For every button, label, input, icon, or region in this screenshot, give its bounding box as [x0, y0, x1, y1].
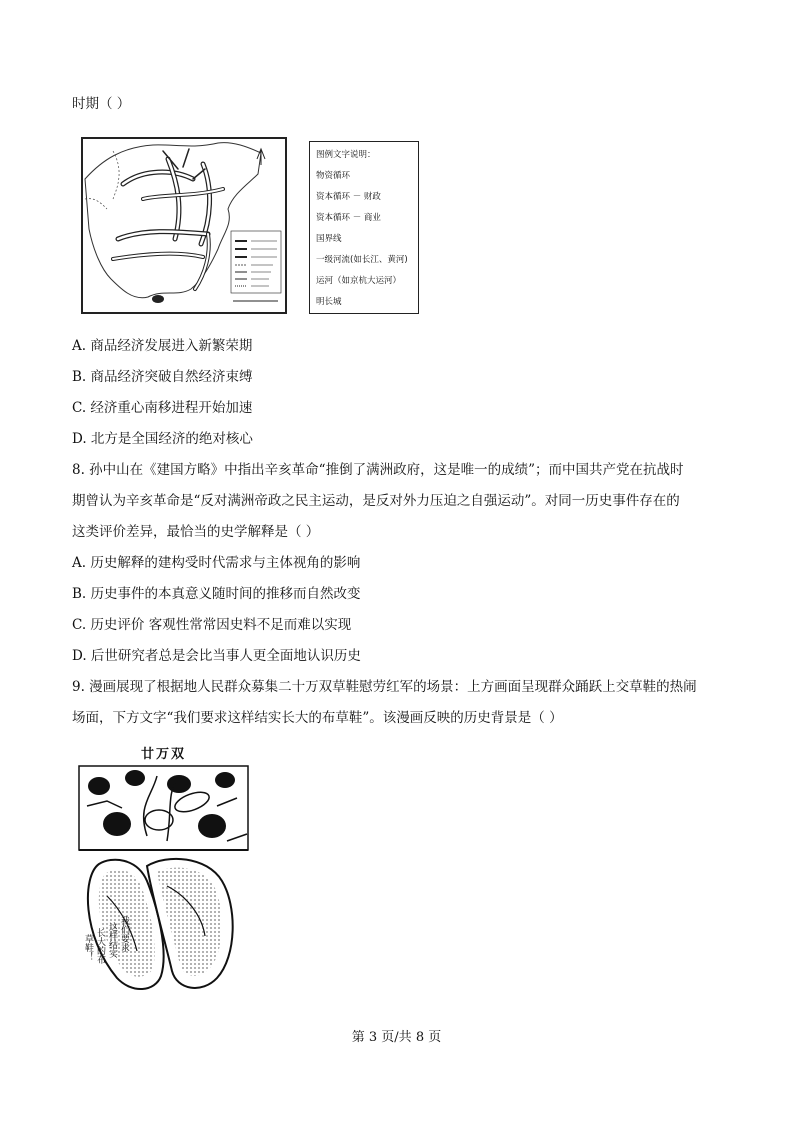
- q8-option-d[interactable]: D. 后世研究者总是会比当事人更全面地认识历史: [72, 648, 361, 664]
- q9-stem-line-2: 场面，下方文字“我们要求这样结实长大的布草鞋”。该漫画反映的历史背景是（ ）: [72, 710, 563, 726]
- q8-option-a[interactable]: A. 历史解释的建构受时代需求与主体视角的影响: [72, 555, 361, 571]
- cartoon-title: 廿万双: [140, 747, 186, 762]
- q9-stem-line-1: 9. 漫画展现了根据地人民群众募集二十万双草鞋慰劳红军的场景：上方画面呈现群众踊跃上交草鞋的热闹: [72, 679, 697, 695]
- q8-option-b[interactable]: B. 历史事件的本真意义随时间的推移而自然改变: [72, 586, 361, 602]
- legend-item: 国界线: [316, 234, 342, 244]
- q7-option-d[interactable]: D. 北方是全国经济的绝对核心: [72, 431, 253, 447]
- q8-stem-line-1: 8. 孙中山在《建国方略》中指出辛亥革命“推倒了满洲政府，这是唯一的成绩”；而中国共产党在抗战时: [72, 462, 684, 478]
- legend-item: 明长城: [316, 297, 342, 307]
- legend-item: 一级河流(如长江、黄河): [316, 255, 408, 265]
- cartoon-caption-2: 长大的布: [95, 928, 105, 964]
- legend-item: 资本循环 － 商业: [316, 213, 381, 223]
- legend-item: 资本循环 － 财政: [316, 192, 381, 202]
- straw-sandal-cartoon: [77, 746, 250, 998]
- q7-option-b[interactable]: B. 商品经济突破自然经济束缚: [72, 369, 253, 385]
- q8-stem-line-2: 期曾认为辛亥革命是“反对满洲帝政之民主运动，是反对外力压迫之自强运动”。对同一历史事件存在的: [72, 493, 680, 509]
- map-drawing: [83, 139, 285, 312]
- cartoon-caption-1: 草鞋！: [83, 934, 93, 961]
- economic-circulation-map: [81, 137, 287, 314]
- legend-title: 图例文字说明：: [316, 150, 376, 160]
- legend-item: 运河（如京杭大运河）: [316, 276, 402, 286]
- page-footer: 第 3 页/共 8 页: [351, 1030, 442, 1045]
- q8-option-c[interactable]: C. 历史评价 客观性常常因史料不足而难以实现: [72, 617, 352, 633]
- cartoon-caption-4: 我们要求: [119, 916, 129, 952]
- q7-option-c[interactable]: C. 经济重心南移进程开始加速: [72, 400, 253, 416]
- q7-option-a[interactable]: A. 商品经济发展进入新繁荣期: [72, 338, 253, 354]
- q8-stem-line-3: 这类评价差异，最恰当的史学解释是（ ）: [72, 524, 320, 540]
- q7-stem-tail: 时期（ ）: [72, 96, 131, 112]
- legend-box: [309, 141, 419, 314]
- legend-item: 物资循环: [316, 171, 351, 181]
- cartoon-caption-3: 这样结实: [107, 922, 117, 958]
